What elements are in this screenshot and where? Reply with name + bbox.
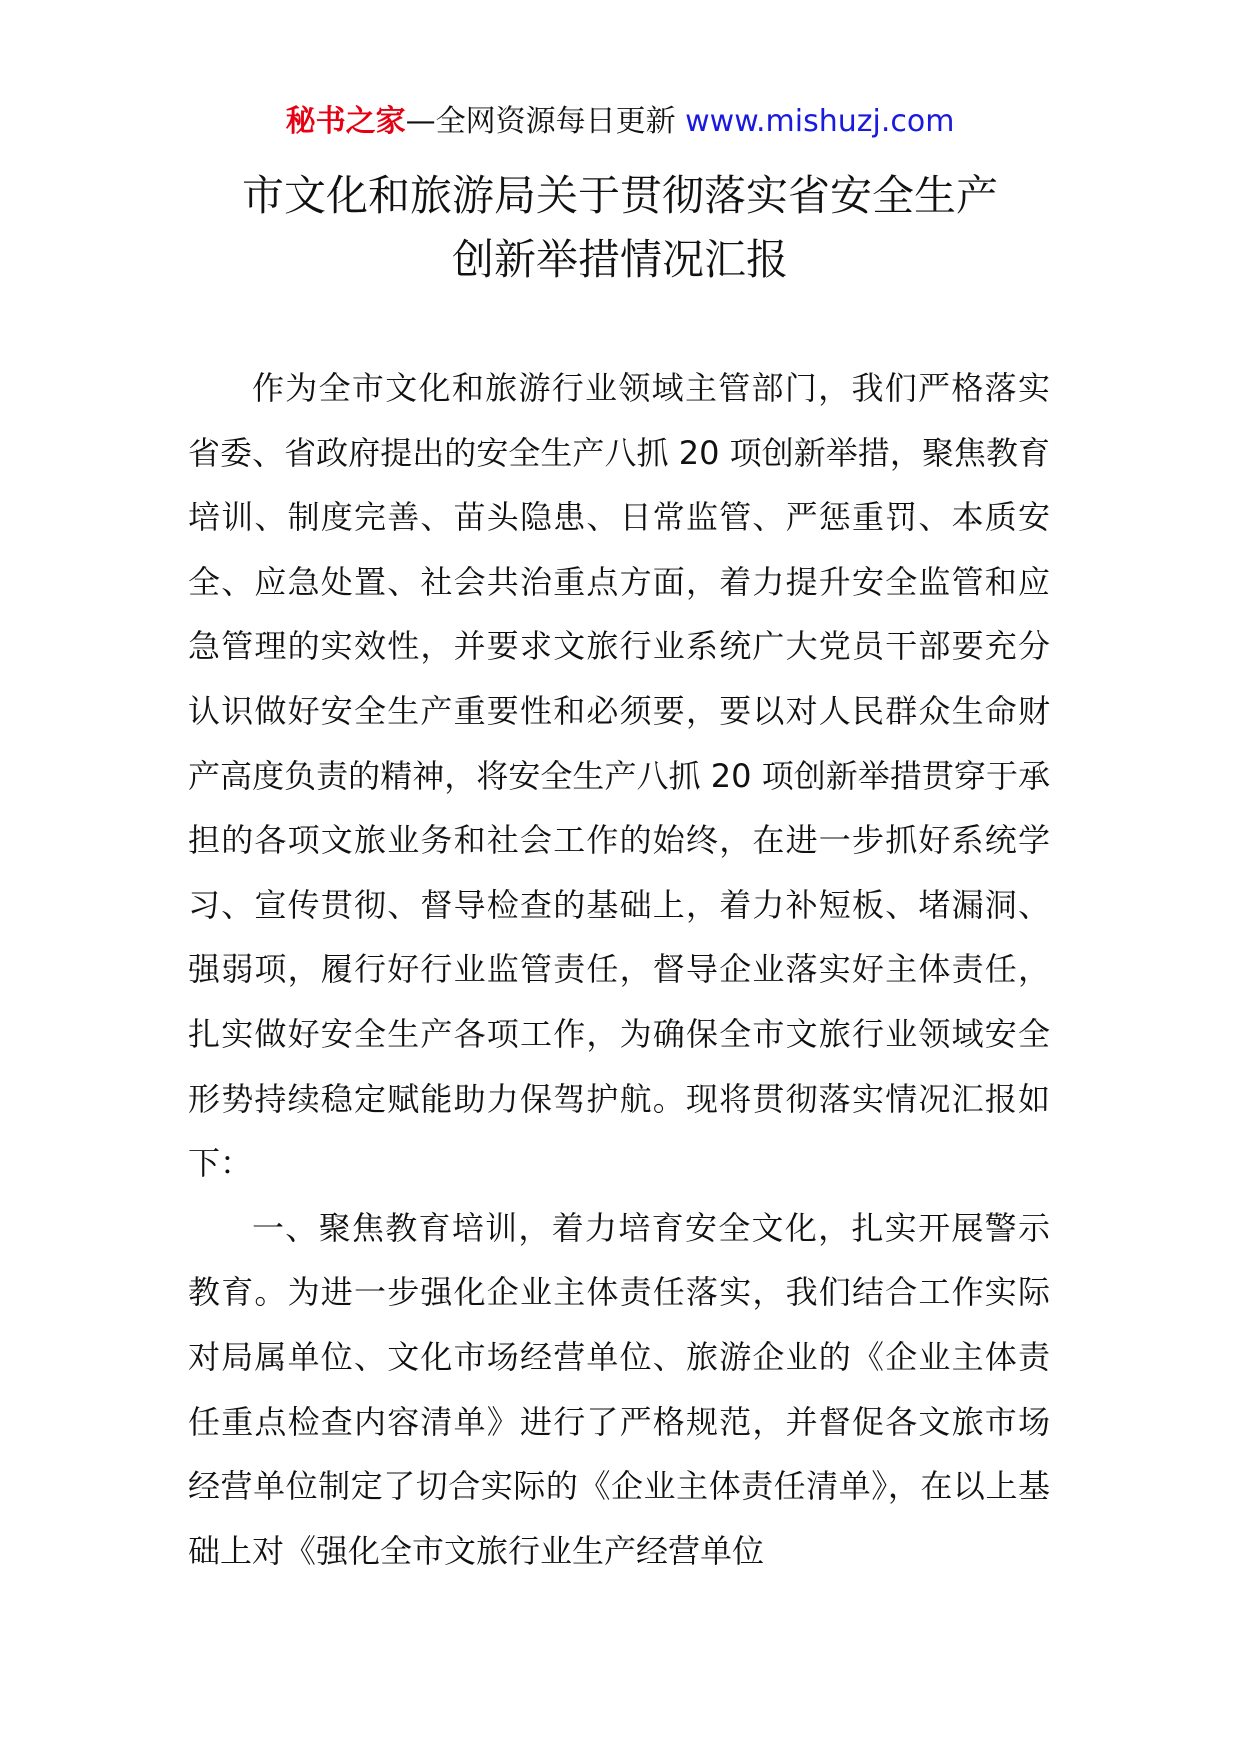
site-header [0, 102, 1240, 142]
document-title [0, 164, 1240, 292]
title-line-2: 创新举措情况汇报 [451, 235, 788, 284]
brand-name: 秘书之家 [285, 104, 406, 139]
title-line-1: 市文化和旅游局关于贯彻落实省安全生产 [241, 171, 998, 220]
header-tagline: —全网资源每日更新 [405, 104, 686, 139]
intro-paragraph: 作为全市文化和旅游行业领域主管部门，我们严格落实省委、省政府提出的安全生产八抓 20 项创新举措，聚焦教育培训、制度完善、苗头隐患、日常监管、严惩重罚、本质安全、应急处置、社会共治重点方面，着力提升安全监管和应急管理的实效性，并要求文旅行业系统广大党员干部要充分认识做好安全生产重要性和必须要，要以对人民群众生命财产高度负责的精神，将安全生产八抓 20 项创新举措贯穿于承担的各项文旅业务和社会工作的始终，在进一步抓好系统学习、宣传贯彻、督导检查的基础上，着力补短板、堵漏洞、强弱项，履行好行业监管责任，督导企业落实好主体责任，扎实做好安全生产各项工作，为确保全市文旅行业领域安全形势持续稳定赋能助力保驾护航。现将贯彻落实情况汇报如下： [188, 369, 1050, 1183]
document-body [188, 356, 1050, 1583]
site-url-link[interactable]: www.mishuzj.com [685, 104, 955, 139]
section-1-text: 为进一步强化企业主体责任落实，我们结合工作实际对局属单位、文化市场经营单位、旅游企业的《企业主体责任重点检查内容清单》进行了严格规范，并督促各文旅市场经营单位制定了切合实际的《企业主体责任清单》，在以上基础上对《强化全市文旅行业生产经营单位 [188, 1273, 1050, 1570]
section-1-heading: 一、聚焦教育培训，着力培育安全文化，扎实开展警示教育。 [188, 1208, 1050, 1312]
section-1-paragraph [188, 1196, 1050, 1584]
